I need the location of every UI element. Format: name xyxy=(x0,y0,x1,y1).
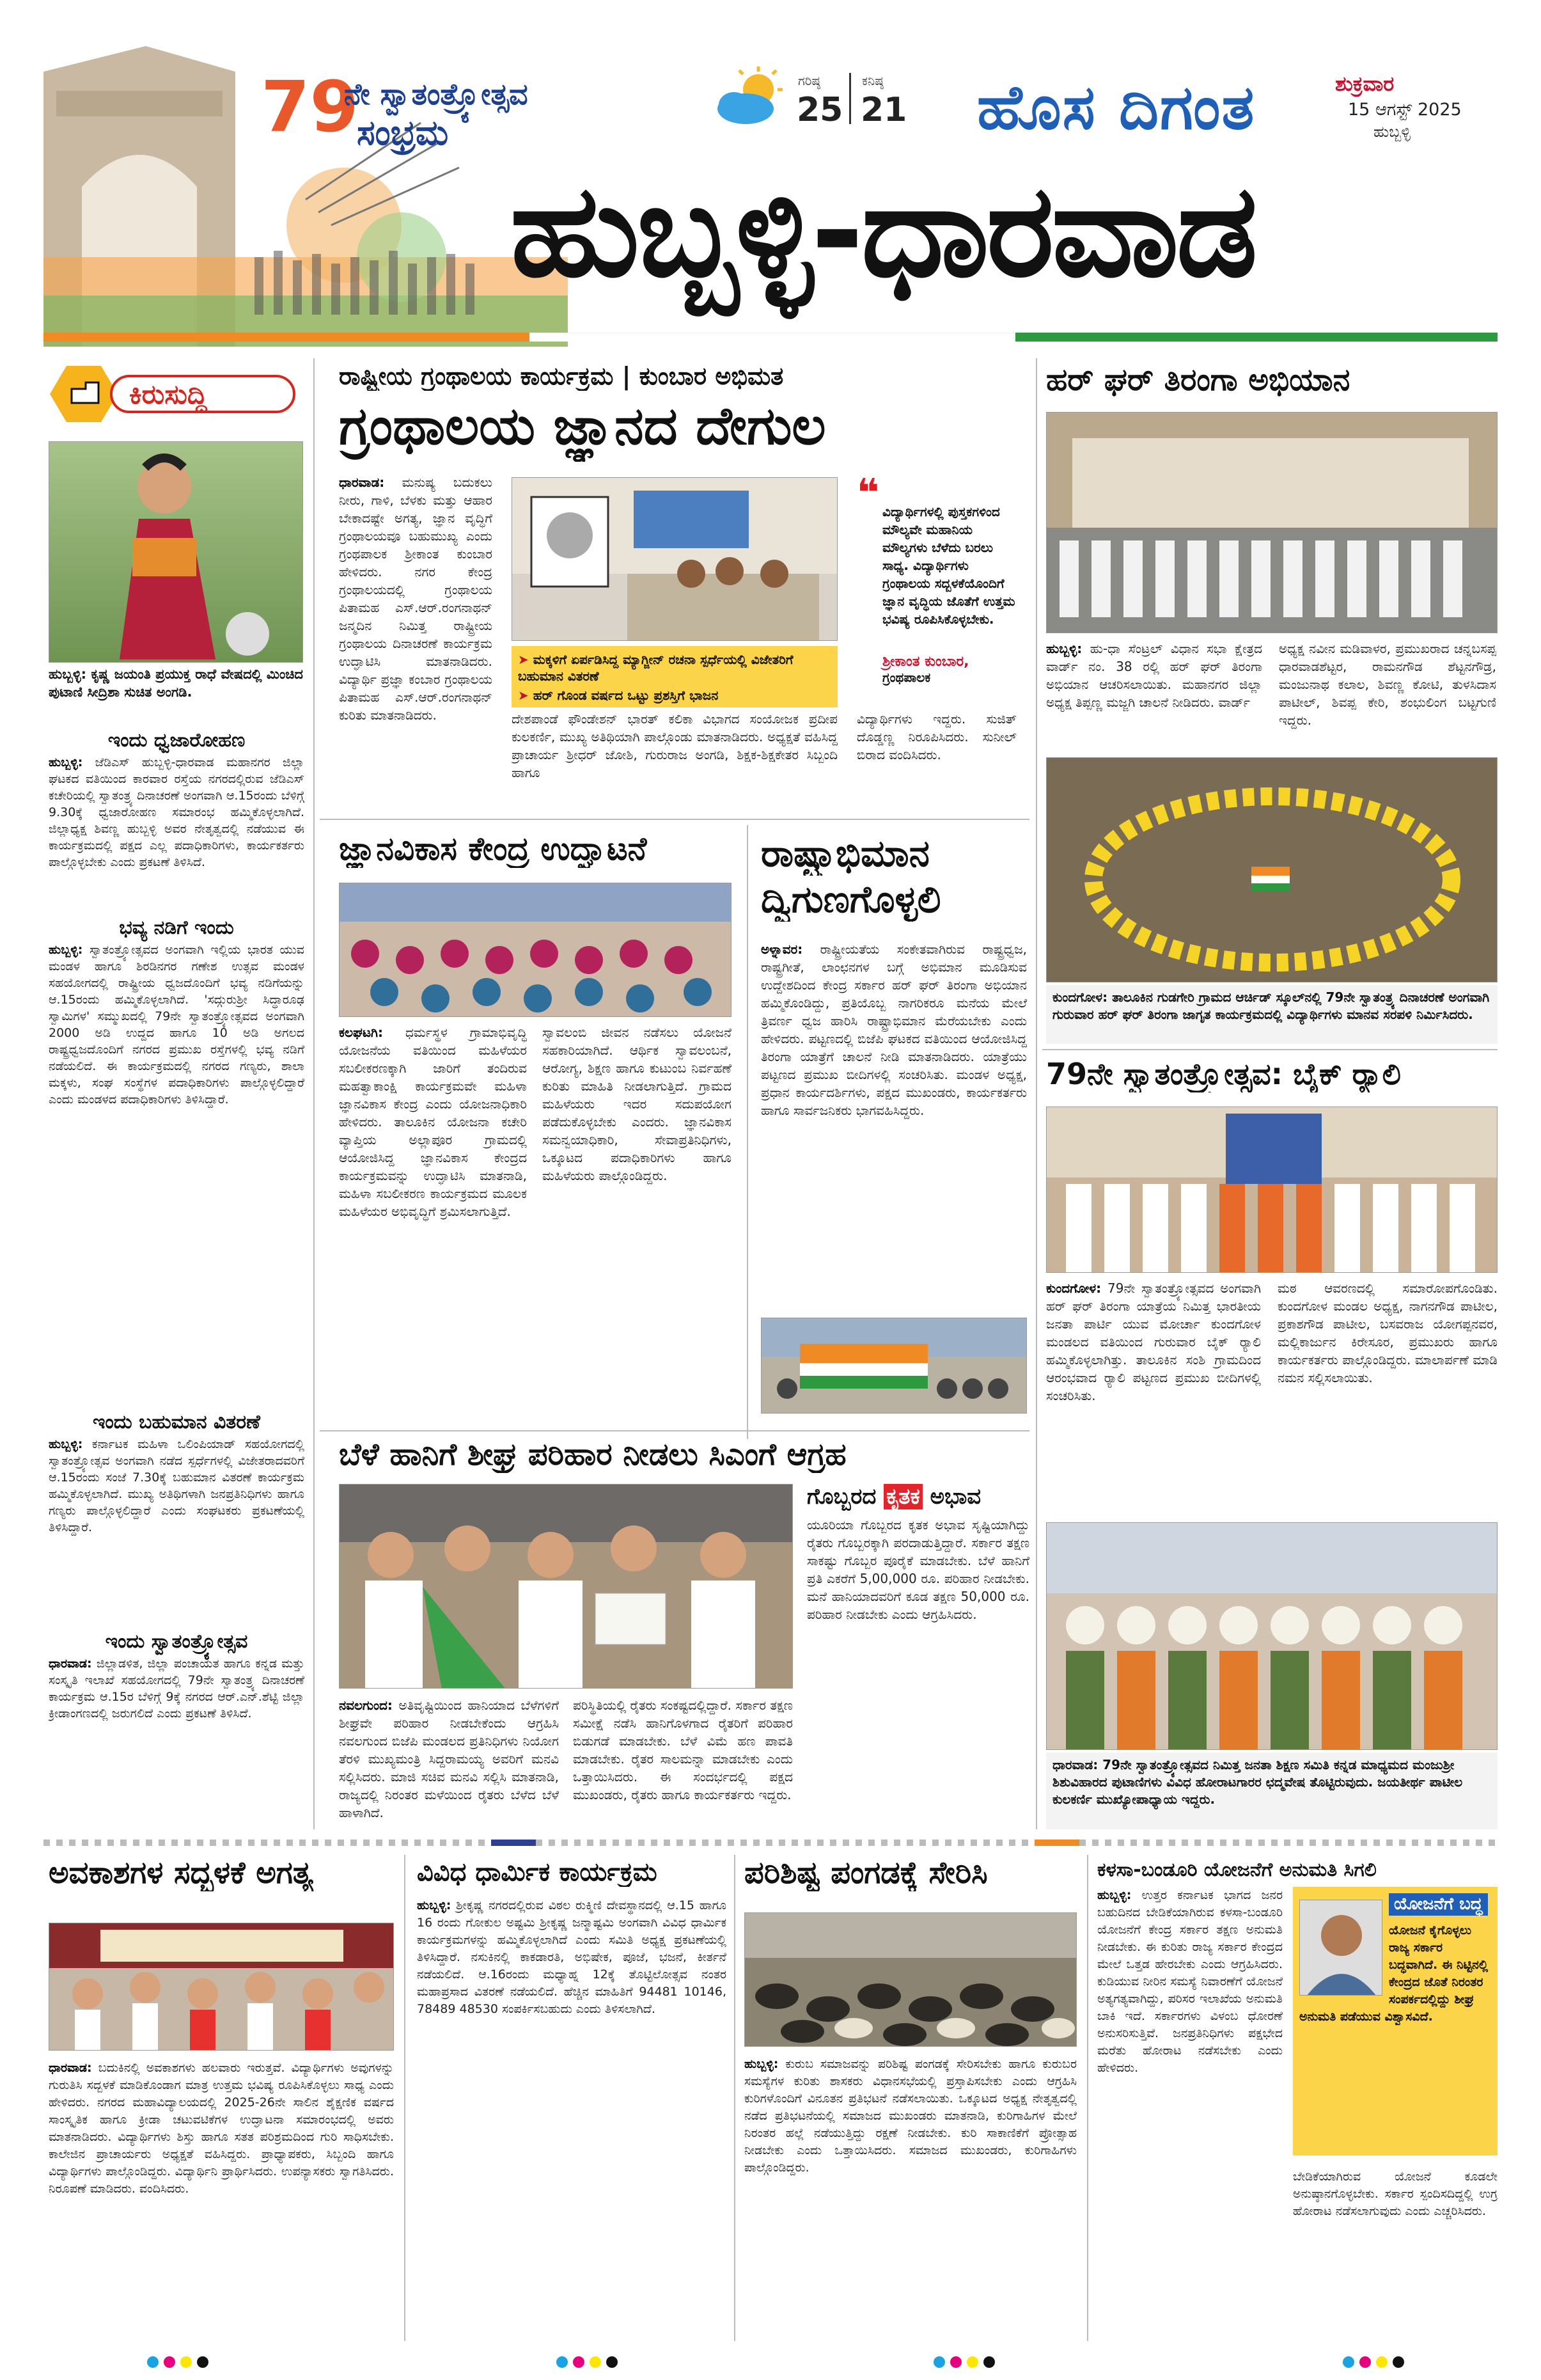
brief-place: ಹುಬ್ಬಳ್ಳಿ: xyxy=(49,943,83,957)
brief-heading: ಭವ್ಯ ನಡಿಗೆ ಇಂದು xyxy=(119,917,234,939)
bike-text-col2: ಮಠ ಆವರಣದಲ್ಲಿ ಸಮಾರೋಪಗೊಂಡಿತು. ಕುಂದಗೋಳ ಮಂಡಲ ಅಧ್ಯಕ್ಷ, ನಾಗನಗೌಡ ಪಾಟೀಲ, ಪ್ರಕಾಶಗೌಡ ಪಾಟೀಲ, ಬಸವರಾಜ ಯೋಗಪ್ಪನವರ, ಮಲ್ಲಿಕಾರ್ಜುನ ಕಿರೇಸೂರ, ಪ್ರಮುಖರು ಹಾಗೂ ಕಾರ್ಯಕರ್ತರು ಪಾಲ್ಗೊಂಡಿದ್ದರು. ಮಾಲಾರ್ಪಣೆ ಮಾಡಿ ನಮನ ಸಲ್ಲಿಸಲಾಯಿತು. xyxy=(1278,1281,1498,1385)
pride-headline-2: ದ್ವಿಗುಣಗೊಳ್ಳಲಿ xyxy=(761,878,941,921)
brief-text-block xyxy=(49,754,304,908)
kalasa-text-body: ಉತ್ತರ ಕರ್ನಾಟಕ ಭಾಗದ ಜನರ ಬಹುದಿನದ ಬೇಡಿಕೆಯಾಗಿರುವ ಕಳಸಾ-ಬಂಡೂರಿ ಯೋಜನೆಗೆ ಕೇಂದ್ರ ಸರ್ಕಾರ ತಕ್ಷಣ ಅನುಮತಿ ನೀಡಬೇಕು. ಈ ಕುರಿತು ರಾಜ್ಯ ಸರ್ಕಾರ ಕೇಂದ್ರದ ಮೇಲೆ ಒತ್ತಡ ಹೇರಬೇಕು ಎಂದು ಆಗ್ರಹಿಸಿದರು. ಕುಡಿಯುವ ನೀರಿನ ಸಮಸ್ಯೆ ನಿವಾರಣೆಗೆ ಯೋಜನೆ ಅತ್ಯಗತ್ಯವಾಗಿದ್ದು, ಪರಿಸರ ಇಲಾಖೆಯ ಅನುಮತಿ ಬಾಕಿ ಇದೆ. ಸರ್ಕಾರಗಳು ವಿಳಂಬ ಧೋರಣೆ ಅನುಸರಿಸುತ್ತಿವೆ. ಜನಪ್ರತಿನಿಧಿಗಳು ಪಕ್ಷಭೇದ ಮರೆತು ಹೋರಾಟ ನಡೆಸಬೇಕು ಎಂದು ಹೇಳಿದರು. xyxy=(1097,1888,1283,2075)
brief-text-block xyxy=(49,1655,304,1809)
gyana-headline: ಜ್ಞಾನವಿಕಾಸ ಕೇಂದ್ರ ಉದ್ಘಾಟನೆ xyxy=(339,830,647,867)
kalasa-box-text: ಯೋಜನೆ ಕೈಗೊಳ್ಳಲು ರಾಜ್ಯ ಸರ್ಕಾರ ಬದ್ಧವಾಗಿದೆ. ಈ ನಿಟ್ಟಿನಲ್ಲಿ ಕೇಂದ್ರದ ಜೊತೆ ನಿರಂತರ ಸಂಪರ್ಕದಲ್ಲಿದ್ದು ಶೀಘ್ರ ಅನುಮತಿ ಪಡೆಯುವ ವಿಶ್ವಾಸವಿದೆ. xyxy=(1299,1923,1489,2024)
kalasa-text xyxy=(1097,1887,1283,2335)
religious-text xyxy=(417,1897,726,2332)
crop-sidebar-heading-2: ಕೃತಕ xyxy=(884,1484,923,1509)
religious-text-body: ಶ್ರೀಕೃಷ್ಣ ನಗರದಲ್ಲಿರುವ ವಿಠಲ ರುಕ್ಮಿಣಿ ದೇವಸ್ಥಾನದಲ್ಲಿ ಆ.15 ಹಾಗೂ 16 ರಂದು ಗೋಕುಲ ಅಷ್ಟಮಿ ಶ್ರೀಕೃಷ್ಣ ಜನ್ಮಾಷ್ಟಮಿ ಅಂಗವಾಗಿ ವಿವಿಧ ಧಾರ್ಮಿಕ ಕಾರ್ಯಕ್ರಮಗಳನ್ನು ಹಮ್ಮಿಕೊಳ್ಳಲಾಗಿದೆ ಎಂದು ಸಮಿತಿ ಅಧ್ಯಕ್ಷ ಪ್ರಕಟಣೆಯಲ್ಲಿ ತಿಳಿಸಿದ್ದಾರೆ. ನಸುಕಿನಲ್ಲಿ ಕಾಕಡಾರತಿ, ಅಭಿಷೇಕ, ಪೂಜೆ, ಭಜನೆ, ಕೀರ್ತನೆ ನಡೆಯಲಿದೆ. ಆ.16ರಂದು ಮಧ್ಯಾಹ್ನ 12ಕ್ಕೆ ತೊಟ್ಟಿಲೋತ್ಸವ ನಂತರ ಮಹಾಪ್ರಸಾದ ವಿತರಣೆ ನಡೆಯಲಿದೆ. ಹೆಚ್ಚಿನ ಮಾಹಿತಿಗೆ 94481 10146, 78489 48530 ಸಂಪರ್ಕಿಸಬಹುದು ಎಂದು ತಿಳಿಸಲಾಗಿದೆ. xyxy=(417,1898,726,2016)
crop-headline: ಬೆಳೆ ಹಾನಿಗೆ ಶೀಘ್ರ ಪರಿಹಾರ ನೀಡಲು ಸಿಎಂಗೆ ಆಗ್ರಹ xyxy=(339,1437,847,1472)
column-rule xyxy=(734,1855,735,2341)
library-headline: ಗ್ರಂಥಾಲಯ ಜ್ಞಾನದ ದೇಗುಲ xyxy=(339,396,826,457)
column-rule xyxy=(313,358,315,1829)
library-place: ಧಾರವಾಡ: xyxy=(339,475,385,490)
section-rule xyxy=(1042,1049,1498,1050)
gyana-text-col2: ಸ್ವಾವಲಂಬಿ ಜೀವನ ನಡೆಸಲು ಯೋಜನೆ ಸಹಕಾರಿಯಾಗಿದೆ. ಆರ್ಥಿಕ ಸ್ವಾವಲಂಬನೆ, ಆರೋಗ್ಯ, ಶಿಕ್ಷಣ ಹಾಗೂ ಕುಟುಂಬ ನಿರ್ವಹಣೆ ಕುರಿತು ಮಾಹಿತಿ ನೀಡಲಾಗುತ್ತಿದೆ. ಗ್ರಾಮದ ಮಹಿಳೆಯರು ಇದರ ಸದುಪಯೋಗ ಪಡೆದುಕೊಳ್ಳಬೇಕು ಎಂದರು. ಜ್ಞಾನವಿಕಾಸ ಸಮನ್ವಯಾಧಿಕಾರಿ, ಸೇವಾಪ್ರತಿನಿಧಿಗಳು, ಒಕ್ಕೂಟದ ಪದಾಧಿಕಾರಿಗಳು ಹಾಗೂ ಮಹಿಳೆಯರು ಪಾಲ್ಗೊಂಡಿದ್ದರು. xyxy=(542,1025,731,1183)
festival-number: 79 xyxy=(261,66,359,148)
library-text-col3: ವಿದ್ಯಾರ್ಥಿಗಳು ಇದ್ದರು. ಸುಜಿತ್ ದೊಡ್ಡಣ್ಣ ನಿರೂಪಿಸಿದರು. ಸುನೀಲ್ ಬಿರಾದ ವಂದಿಸಿದರು. xyxy=(857,711,1017,762)
sheep-place: ಹುಬ್ಬಳ್ಳಿ: xyxy=(744,2057,779,2071)
brief-heading: ಇಂದು ಬಹುಮಾನ ವಿತರಣೆ xyxy=(93,1411,260,1433)
tiranga-photo-2 xyxy=(1046,757,1498,982)
library-bullets xyxy=(512,646,838,707)
library-text-col1 xyxy=(339,473,492,857)
festival-line2: ಸಂಭ್ರಮ xyxy=(357,113,449,153)
sheep-text xyxy=(744,2056,1077,2331)
career-text-body: ಬದುಕಿನಲ್ಲಿ ಅವಕಾಶಗಳು ಹಲವಾರು ಇರುತ್ತವೆ. ವಿದ್ಯಾರ್ಥಿಗಳು ಅವುಗಳನ್ನು ಗುರುತಿಸಿ ಸದ್ಬಳಕೆ ಮಾಡಿಕೊಂಡಾಗ ಮಾತ್ರ ಉತ್ತಮ ಭವಿಷ್ಯ ರೂಪಿಸಿಕೊಳ್ಳಲು ಸಾಧ್ಯ ಎಂದು ಹೇಳಿದರು. ನಗರದ ಮಹಾವಿದ್ಯಾಲಯದಲ್ಲಿ 2025-26ನೇ ಸಾಲಿನ ಶೈಕ್ಷಣಿಕ ವರ್ಷದ ಸಾಂಸ್ಕೃತಿಕ ಹಾಗೂ ಕ್ರೀಡಾ ಚಟುವಟಿಕೆಗಳ ಉದ್ಘಾಟನಾ ಸಮಾರಂಭದಲ್ಲಿ ಅವರು ಮಾತನಾಡಿದರು. ವಿದ್ಯಾರ್ಥಿಗಳು ಶಿಸ್ತು ಹಾಗೂ ಸತತ ಪರಿಶ್ರಮದಿಂದ ಗುರಿ ಸಾಧಿಸಬೇಕು. ಕಾಲೇಜಿನ ಪ್ರಾಚಾರ್ಯರು ಅಧ್ಯಕ್ಷತೆ ವಹಿಸಿದ್ದರು. ಪ್ರಾಧ್ಯಾಪಕರು, ಸಿಬ್ಬಂದಿ ಹಾಗೂ ವಿದ್ಯಾರ್ಥಿಗಳು ಪಾಲ್ಗೊಂಡಿದ್ದರು. ವಿದ್ಯಾರ್ಥಿನಿ ಪ್ರಾರ್ಥಿಸಿದರು. ಉಪನ್ಯಾಸಕರು ಸ್ವಾಗತಿಸಿದರು. ನಿರೂಪಣೆ ಮಾಡಿದರು. ವಂದಿಸಿದರು. xyxy=(49,2061,394,2196)
brief-text-block xyxy=(49,942,304,1402)
library-bullet: ➤ ಹರ್ ಗೊಂಡ ವರ್ಷದ ಒಟ್ಟು ಪ್ರಶಸ್ತಿಗೆ ಭಾಜನ xyxy=(518,688,719,703)
briefs-logo xyxy=(49,363,298,425)
section-rule xyxy=(320,1430,1029,1431)
tiranga-text-col1 xyxy=(1046,640,1262,752)
crop-sidebar-heading xyxy=(807,1484,1029,1509)
crop-text: ಅತಿವೃಷ್ಟಿಯಿಂದ ಹಾನಿಯಾದ ಬೆಳೆಗಳಿಗೆ ಶೀಘ್ರವೇ ಪರಿಹಾರ ನೀಡಬೇಕೆಂದು ಆಗ್ರಹಿಸಿ ನವಲಗುಂದ ಬಿಜೆಪಿ ಮಂಡಲದ ಪ್ರತಿನಿಧಿಗಳು ನಿಯೋಗ ತೆರಳಿ ಮುಖ್ಯಮಂತ್ರಿ ಸಿದ್ದರಾಮಯ್ಯ ಅವರಿಗೆ ಮನವಿ ಸಲ್ಲಿಸಿದರು. ಮಾಜಿ ಸಚಿವ ಮನವಿ ಸಲ್ಲಿಸಿ ಮಾತನಾಡಿ, ರಾಜ್ಯದಲ್ಲಿ ನಿರಂತರ ಮಳೆಯಿಂದ ರೈತರು ಬೆಳೆದ ಬೆಳೆ ಹಾಳಾಗಿದೆ. xyxy=(339,1698,559,1820)
career-photo xyxy=(49,1923,394,2051)
crop-place: ನವಲಗುಂದ: xyxy=(339,1698,393,1713)
briefs-photo-caption: ಹುಬ್ಬಳ್ಳಿ: ಕೃಷ್ಣ ಜಯಂತಿ ಪ್ರಯುಕ್ತ ರಾಧೆ ವೇಷದಲ್ಲಿ ಮಿಂಚಿದ ಪುಟಾಣಿ ಸೀದ್ರಿಶಾ ಸುಚಿತ ಅಂಗಡಿ. xyxy=(49,666,303,700)
section-rule xyxy=(320,819,1029,820)
library-text-col2: ದೇಶಪಾಂಡೆ ಫೌಂಡೇಶನ್ ಭಾರತ್ ಕಲಿಕಾ ವಿಭಾಗದ ಸಂಯೋಜಕ ಪ್ರದೀಪ ಕುಲಕರ್ಣಿ, ಮುಖ್ಯ ಅತಿಥಿಯಾಗಿ ಪಾಲ್ಗೊಂಡು ಮಾತನಾಡಿದರು. ಅಧ್ಯಕ್ಷತೆ ವಹಿಸಿದ್ದ ಪ್ರಾಚಾರ್ಯ ಶ್ರೀಧರ್ ಜೋಶಿ, ಗುರುರಾಜ ಅಂಗಡಿ, ಶಿಕ್ಷಕ-ಶಿಕ್ಷಕೇತರ ಸಿಬ್ಬಂದಿ ಹಾಗೂ xyxy=(512,711,838,780)
temp-min: 21 xyxy=(861,91,907,129)
edition-title: ಹುಬ್ಬಳ್ಳಿ-ಧಾರವಾಡ xyxy=(510,157,1256,306)
tiranga-caption: ಕುಂದಗೋಳ: ತಾಲೂಕಿನ ಗುಡಗೇರಿ ಗ್ರಾಮದ ಆರ್ಚಿಡ್ ಸ್ಕೂಲ್‌ನಲ್ಲಿ 79ನೇ ಸ್ವಾತಂತ್ರ್ಯ ದಿನಾಚರಣೆ ಅಂಗವಾಗಿ ಗುರುವಾರ ಹರ್ ಘರ್ ತಿರಂಗಾ ಜಾಗೃತ ಕಾರ್ಯಕ್ರಮದಲ್ಲಿ ವಿದ್ಯಾರ್ಥಿಗಳು ಮಾನವ ಸರಪಳಿ ನಿರ್ಮಿಸಿದರು. xyxy=(1046,985,1498,1044)
library-quote-text: ವಿದ್ಯಾರ್ಥಿಗಳಲ್ಲಿ ಪುಸ್ತಕಗಳಿಂದ ಮೌಲ್ಯವೇ ಮಹಾನಿಯ ಮೌಲ್ಯಗಳು ಬೆಳೆದು ಬರಲು ಸಾಧ್ಯ. ವಿದ್ಯಾರ್ಥಿಗಳು ಗ್ರಂಥಾಲಯ ಸದ್ಬಳಕೆಯೊಂದಿಗೆ ಜ್ಞಾನ ವೃದ್ಧಿಯ ಜೊತೆಗೆ ಉತ್ತಮ ಭವಿಷ್ಯ ರೂಪಿಸಿಕೊಳ್ಳಬೇಕು. xyxy=(882,504,1015,627)
masthead xyxy=(43,46,1498,345)
bike-photo xyxy=(1046,1107,1498,1273)
pride-photo xyxy=(761,1318,1027,1414)
temp-max: 25 xyxy=(797,91,843,129)
library-kicker: ರಾಷ್ಟ್ರೀಯ ಗ್ರಂಥಾಲಯ ಕಾರ್ಯಕ್ರಮ | ಕುಂಬಾರ ಅಭಿಮತ xyxy=(339,362,784,390)
bike-text: 79ನೇ ಸ್ವಾತಂತ್ರ್ಯೋತ್ಸವದ ಅಂಗವಾಗಿ ಹರ್ ಘರ್ ತಿರಂಗಾ ಯಾತ್ರೆಯ ನಿಮಿತ್ತ ಭಾರತೀಯ ಜನತಾ ಪಾರ್ಟಿ ಯುವ ಮೋರ್ಚಾ ಕುಂದಗೋಳ ಮಂಡಲದ ವತಿಯಿಂದ ಗುರುವಾರ ಬೈಕ್ ರ‍್ಯಾಲಿ ಹಮ್ಮಿಕೊಳ್ಳಲಾಗಿತ್ತು. ತಾಲೂಕಿನ ಸಂಶಿ ಗ್ರಾಮದಿಂದ ಆರಂಭವಾದ ರ‍್ಯಾಲಿ ಪಟ್ಟಣದ ಪ್ರಮುಖ ಬೀದಿಗಳಲ್ಲಿ ಸಂಚರಿಸಿತು. xyxy=(1046,1281,1261,1403)
brief-text: ಜೆಡಿಎಸ್ ಹುಬ್ಬಳ್ಳಿ-ಧಾರವಾಡ ಮಹಾನಗರ ಜಿಲ್ಲಾ ಘಟಕದ ವತಿಯಿಂದ ಕಾರವಾರ ರಸ್ತೆಯ ನಗರದಲ್ಲಿರುವ ಜೆಡಿಎಸ್ ಕಚೇರಿಯಲ್ಲಿ ಸ್ವಾತಂತ್ರ್ಯ ದಿನಾಚರಣೆ ಅಂಗವಾಗಿ ಆ.15ರಂದು ಬೆಳಿಗ್ಗೆ 9.30ಕ್ಕೆ ಧ್ವಜಾರೋಹಣ ಸಮಾರಂಭ ಹಮ್ಮಿಕೊಳ್ಳಲಾಗಿದೆ. ಜಿಲ್ಲಾಧ್ಯಕ್ಷ ಶಿವಣ್ಣ ಹುಬ್ಬಳ್ಳಿ ಅವರ ನೇತೃತ್ವದಲ್ಲಿ ನಡೆಯುವ ಈ ಕಾರ್ಯಕ್ರಮದಲ್ಲಿ ಪಕ್ಷದ ಎಲ್ಲ ಪದಾಧಿಕಾರಿಗಳು, ಕಾರ್ಯಕರ್ತರು ಪಾಲ್ಗೊಳ್ಳಬೇಕು ಎಂದು ಪ್ರಕಟಣೆ ತಿಳಿಸಿದೆ. xyxy=(49,755,304,869)
bike-place: ಕುಂದಗೋಳ: xyxy=(1046,1281,1102,1296)
sheep-headline: ಪರಿಶಿಷ್ಟ ಪಂಗಡಕ್ಕೆ ಸೇರಿಸಿ xyxy=(744,1855,988,1891)
brief-heading: ಇಂದು ಧ್ವಜಾರೋಹಣ xyxy=(107,729,246,752)
tiranga-photo xyxy=(1046,412,1498,633)
gyana-photo xyxy=(339,883,731,1017)
career-text xyxy=(49,2060,394,2328)
brief-text: ಸ್ವಾತಂತ್ರ್ಯೋತ್ಸವದ ಅಂಗವಾಗಿ ಇಲ್ಲಿಯ ಭಾರತ ಯುವ ಮಂಡಳ ಹಾಗೂ ಶಿರಡಿನಗರ ಗಣೇಶ ಉತ್ಸವ ಮಂಡಳ ಸಹಯೋಗದಲ್ಲಿ ರಾಷ್ಟ್ರೀಯ ಧ್ವಜದೊಂದಿಗೆ ಭವ್ಯ ನಡಿಗೆಯನ್ನು ಆ.15ರಂದು ಹಮ್ಮಿಕೊಳ್ಳಲಾಗಿದೆ. 'ಸದ್ಗುರುಶ್ರೀ ಸಿದ್ಧಾರೂಢ ಸ್ವಾಮಿಗಳ' ಸಮ್ಮುಖದಲ್ಲಿ 79ನೇ ಸ್ವಾತಂತ್ರ್ಯೋತ್ಸವದ ಅಂಗವಾಗಿ 2000 ಅಡಿ ಉದ್ದದ ಹಾಗೂ 10 ಅಡಿ ಅಗಲದ ರಾಷ್ಟ್ರಧ್ವಜದೊಂದಿಗೆ ನಗರದ ಪ್ರಮುಖ ರಸ್ತೆಗಳಲ್ಲಿ ಭವ್ಯ ನಡಿಗೆ ನಡೆಯಲಿದೆ. ಈ ಕಾರ್ಯಕ್ರಮದಲ್ಲಿ ನಗರದ ಗಣ್ಯರು, ಶಾಲಾ ಮಕ್ಕಳು, ಸಂಘ ಸಂಸ್ಥೆಗಳ ಪದಾಧಿಕಾರಿಗಳು ಪಾಲ್ಗೊಳ್ಳಲಿದ್ದಾರೆ ಎಂದು ಮಂಡಳದ ಪದಾಧಿಕಾರಿಗಳು ತಿಳಿಸಿದ್ದಾರೆ. xyxy=(49,943,304,1107)
tiranga-headline: ಹರ್ ಘರ್ ತಿರಂಗಾ ಅಭಿಯಾನ xyxy=(1046,362,1350,398)
brief-item xyxy=(49,1630,304,1809)
religious-headline: ವಿವಿಧ ಧಾರ್ಮಿಕ ಕಾರ್ಯಕ್ರಮ xyxy=(417,1857,657,1887)
temp-min-label: ಕನಿಷ್ಠ xyxy=(862,73,884,88)
brief-item xyxy=(49,729,304,908)
library-bullet-text: ಹರ್ ಗೊಂಡ ವರ್ಷದ ಒಟ್ಟು ಪ್ರಶಸ್ತಿಗೆ ಭಾಜನ xyxy=(533,688,719,703)
registration-marks xyxy=(0,2354,1541,2373)
crop-sidebar xyxy=(807,1484,1029,1817)
column-rule xyxy=(1087,1855,1088,2341)
library-photo xyxy=(512,477,838,641)
hand-pointing-icon xyxy=(49,363,119,425)
kalasa-box-heading: ಯೋಜನೆಗೆ ಬದ್ಧ xyxy=(1389,1893,1488,1916)
briefs-logo-text: ಕಿರುಸುದ್ದಿ xyxy=(129,379,207,410)
edition-date: 15 ಆಗಸ್ಟ್ 2025 xyxy=(1348,100,1462,120)
brief-place: ಹುಬ್ಬಳ್ಳಿ: xyxy=(49,1437,83,1451)
crop-text-col1 xyxy=(339,1696,559,1824)
sheep-text-body: ಕುರುಬ ಸಮಾಜವನ್ನು ಪರಿಶಿಷ್ಟ ಪಂಗಡಕ್ಕೆ ಸೇರಿಸಬೇಕು ಹಾಗೂ ಕುರುಬರ ಸಮಸ್ಯೆಗಳ ಕುರಿತು ಶಾಸಕರು ವಿಧಾನಸಭೆಯಲ್ಲಿ ಪ್ರಸ್ತಾಪಿಸಬೇಕು ಎಂದು ಆಗ್ರಹಿಸಿ ಕುರಿಗಳೊಂದಿಗೆ ವಿನೂತನ ಪ್ರತಿಭಟನೆ ನಡೆಸಲಾಯಿತು. ಒಕ್ಕೂಟದ ಅಧ್ಯಕ್ಷ ನೇತೃತ್ವದಲ್ಲಿ ನಡೆದ ಪ್ರತಿಭಟನೆಯಲ್ಲಿ ಸಮಾಜದ ಮುಖಂಡರು ಮಾತನಾಡಿ, ಕುರಿಗಾಹಿಗಳ ಮೇಲೆ ನಿರಂತರ ಹಲ್ಲೆ ನಡೆಯುತ್ತಿದ್ದು ರಕ್ಷಣೆ ನೀಡಬೇಕು. ಕುರಿ ಸಾಕಾಣಿಕೆಗೆ ಪ್ರೋತ್ಸಾಹ ನೀಡಬೇಕು ಎಂದು ಒತ್ತಾಯಿಸಿದರು. ಸಮಾಜದ ಮುಖಂಡರು, ಕುರಿಗಾಹಿಗಳು ಪಾಲ್ಗೊಂಡಿದ್ದರು. xyxy=(744,2057,1077,2175)
crop-sidebar-text: ಯೂರಿಯಾ ಗೊಬ್ಬರದ ಕೃತಕ ಅಭಾವ ಸೃಷ್ಟಿಯಾಗಿದ್ದು ರೈತರು ಗೊಬ್ಬರಕ್ಕಾಗಿ ಪರದಾಡುತ್ತಿದ್ದಾರೆ. ಸರ್ಕಾರ ತಕ್ಷಣ ಸಾಕಷ್ಟು ಗೊಬ್ಬರ ಪೂರೈಕೆ ಮಾಡಬೇಕು. ಬೆಳೆ ಹಾನಿಗೆ ಪ್ರತಿ ಎಕರೆಗೆ 5,00,000 ರೂ. ಪರಿಹಾರ ನೀಡಬೇಕು. ಮನೆ ಹಾನಿಯಾದವರಿಗೆ ಕೂಡ ತಕ್ಷಣ 50,000 ರೂ. ಪರಿಹಾರ ನೀಡಬೇಕು ಎಂದು ಆಗ್ರಹಿಸಿದರು. xyxy=(807,1517,1029,1622)
crop-sidebar-heading-1: ಗೊಬ್ಬರದ xyxy=(807,1484,884,1509)
column-rule xyxy=(404,1855,405,2341)
paper-logo: ಹೊಸ ದಿಗಂತ xyxy=(977,72,1256,143)
gyana-place: ಕಲಘಟಗಿ: xyxy=(339,1025,383,1040)
festival-line1: ನೇ ಸ್ವಾತಂತ್ರ್ಯೋತ್ಸವ xyxy=(344,77,528,111)
dharwad-kids-caption: ಧಾರವಾಡ: 79ನೇ ಸ್ವಾತಂತ್ರ್ಯೋತ್ಸವದ ನಿಮಿತ್ತ ಜನತಾ ಶಿಕ್ಷಣ ಸಮಿತಿ ಕನ್ನಡ ಮಾಧ್ಯಮದ ಮಂಜುಶ್ರೀ ಶಿಶುವಿಹಾರದ ಪುಟಾಣಿಗಳು ವಿವಿಧ ಹೋರಾಟಗಾರರ ಛದ್ಮವೇಷ ತೊಟ್ಟಿರುವುದು. ಜಯತೀರ್ಥ ಪಾಟೀಲ ಕುಲಕರ್ಣಿ ಮುಖ್ಯೋಪಾಧ್ಯಾಯ ಇದ್ದರು. xyxy=(1046,1753,1498,1829)
brief-text: ಕರ್ನಾಟಕ ಮಹಿಳಾ ಒಲಿಂಪಿಯಾಡ್ ಸಹಯೋಗದಲ್ಲಿ ಸ್ವಾತಂತ್ರ್ಯೋತ್ಸವ ಅಂಗವಾಗಿ ನಡೆದ ಸ್ಪರ್ಧೆಗಳಲ್ಲಿ ವಿಜೇತರಾದವರಿಗೆ ಆ.15ರಂದು ಸಂಜೆ 7.30ಕ್ಕೆ ಬಹುಮಾನ ವಿತರಣೆ ಕಾರ್ಯಕ್ರಮ ಹಮ್ಮಿಕೊಳ್ಳಲಾಗಿದೆ. ಮುಖ್ಯ ಅತಿಥಿಗಳಾಗಿ ಜನಪ್ರತಿನಿಧಿಗಳು ಹಾಗೂ ಗಣ್ಯರು ಪಾಲ್ಗೊಳ್ಳಲಿದ್ದಾರೆ ಎಂದು ಸಂಘಟಕರು ಪ್ರಕಟಣೆಯಲ್ಲಿ ತಿಳಿಸಿದ್ದಾರೆ. xyxy=(49,1437,304,1534)
kalasa-headline: ಕಳಸಾ-ಬಂಡೂರಿ ಯೋಜನೆಗೆ ಅನುಮತಿ ಸಿಗಲಿ xyxy=(1097,1859,1377,1881)
brief-place: ಹುಬ್ಬಳ್ಳಿ: xyxy=(49,755,83,769)
library-quote-author: ಶ್ರೀಕಾಂತ ಕುಂಬಾರ, xyxy=(882,654,969,670)
edition-day: ಶುಕ್ರವಾರ xyxy=(1335,72,1395,96)
temp-max-label: ಗರಿಷ್ಠ xyxy=(798,73,820,88)
tricolour-strip xyxy=(43,333,1498,342)
bottom-divider xyxy=(43,1840,1498,1846)
tiranga-text: ಹು-ಧಾ ಸೆಂಟ್ರಲ್ ವಿಧಾನ ಸಭಾ ಕ್ಷೇತ್ರದ ವಾರ್ಡ್ ನಂ. 38 ರಲ್ಲಿ ಹರ್ ಘರ್ ತಿರಂಗಾ ಅಭಿಯಾನ ಆಚರಿಸಲಾಯಿತು. ಮಹಾನಗರ ಜಿಲ್ಲಾ ಅಧ್ಯಕ್ಷ ತಿಪ್ಪಣ್ಣ ಮಜ್ಜಗಿ ಚಾಲನೆ ನೀಡಿದರು. ವಾರ್ಡ್ xyxy=(1046,641,1262,710)
library-text: ಮನುಷ್ಯ ಬದುಕಲು ನೀರು, ಗಾಳಿ, ಬೆಳಕು ಮತ್ತು ಆಹಾರ ಬೇಕಾದಷ್ಟೇ ಅಗತ್ಯ, ಜ್ಞಾನ ವೃದ್ಧಿಗೆ ಗ್ರಂಥಾಲಯವೂ ಬಹುಮುಖ್ಯ ಎಂದು ಗ್ರಂಥಪಾಲಕ ಶ್ರೀಕಾಂತ ಕುಂಬಾರ ಹೇಳಿದರು. ನಗರ ಕೇಂದ್ರ ಗ್ರಂಥಾಲಯದಲ್ಲಿ ಗ್ರಂಥಾಲಯ ಪಿತಾಮಹ ಎಸ್.ಆರ್.ರಂಗನಾಥನ್ ಜನ್ಮದಿನ ನಿಮಿತ್ತ ರಾಷ್ಟ್ರೀಯ ಗ್ರಂಥಾಲಯ ದಿನಾಚರಣೆ ಕಾರ್ಯಕ್ರಮ ಉದ್ಘಾಟಿಸಿ ಮಾತನಾಡಿದರು. ವಿದ್ಯಾರ್ಥಿ ಪ್ರಜ್ಞಾ ಕಂಬಾರ ಗ್ರಂಥಾಲಯ ಪಿತಾಮಹ ಎಸ್.ಆರ್.ರಂಗನಾಥನ್ ಕುರಿತು ಮಾತನಾಡಿದರು. xyxy=(339,475,492,723)
quote-mark-icon: ❝ xyxy=(857,471,880,516)
career-headline: ಅವಕಾಶಗಳ ಸದ್ಬಳಕೆ ಅಗತ್ಯ xyxy=(49,1855,313,1891)
religious-place: ಹುಬ್ಬಳ್ಳಿ: xyxy=(417,1898,451,1912)
brief-text: ಜಿಲ್ಲಾಡಳಿತ, ಜಿಲ್ಲಾ ಪಂಚಾಯತ ಹಾಗೂ ಕನ್ನಡ ಮತ್ತು ಸಂಸ್ಕೃತಿ ಇಲಾಖೆ ಸಹಯೋಗದಲ್ಲಿ 79ನೇ ಸ್ವಾತಂತ್ರ್ಯ ದಿನಾಚರಣೆ ಕಾರ್ಯಕ್ರಮ ಆ.15ರ ಬೆಳಿಗ್ಗೆ 9ಕ್ಕೆ ನಗರದ ಆರ್.ಎನ್.ಶೆಟ್ಟಿ ಜಿಲ್ಲಾ ಕ್ರೀಡಾಂಗಣದಲ್ಲಿ ಜರುಗಲಿದೆ ಎಂದು ಪ್ರಕಟಣೆ ತಿಳಿಸಿದೆ. xyxy=(49,1657,304,1721)
library-quote-role: ಗ್ರಂಥಪಾಲಕ xyxy=(882,670,931,685)
column-rule xyxy=(1036,358,1037,1829)
weather-icon xyxy=(715,65,785,129)
library-quote xyxy=(857,471,1017,701)
gyana-text: ಧರ್ಮಸ್ಥಳ ಗ್ರಾಮಾಭಿವೃದ್ಧಿ ಯೋಜನೆಯ ವತಿಯಿಂದ ಮಹಿಳೆಯರ ಸಬಲೀಕರಣಕ್ಕಾಗಿ ಜಾರಿಗೆ ತಂದಿರುವ ಮಹತ್ವಾಕಾಂಕ್ಷಿ ಕಾರ್ಯಕ್ರಮವೇ ಮಹಿಳಾ ಜ್ಞಾನವಿಕಾಸ ಕೇಂದ್ರ ಎಂದು ಯೋಜನಾಧಿಕಾರಿ ಹೇಳಿದರು. ತಾಲೂಕಿನ ಯೋಜನಾ ಕಚೇರಿ ವ್ಯಾಪ್ತಿಯ ಅಲ್ಲಾಪೂರ ಗ್ರಾಮದಲ್ಲಿ ಆಯೋಜಿಸಿದ್ದ ಜ್ಞಾನವಿಕಾಸ ಕೇಂದ್ರದ ಕಾರ್ಯಕ್ರಮವನ್ನು ಉದ್ಘಾಟಿಸಿ ಮಾತನಾಡಿ, ಮಹಿಳಾ ಸಬಲೀಕರಣ ಕಾರ್ಯಕ್ರಮದ ಮೂಲಕ ಮಹಿಳೆಯರ ಅಭಿವೃದ್ಧಿಗೆ ಶ್ರಮಿಸಲಾಗುತ್ತಿದೆ. xyxy=(339,1025,527,1219)
briefs-list xyxy=(49,729,304,1817)
brief-place: ಧಾರವಾಡ: xyxy=(49,1657,92,1671)
pride-text xyxy=(761,940,1027,1311)
crop-text-col2: ಪರಿಸ್ಥಿತಿಯಲ್ಲಿ ರೈತರು ಸಂಕಷ್ಟದಲ್ಲಿದ್ದಾರೆ. ಸರ್ಕಾರ ತಕ್ಷಣ ಸಮೀಕ್ಷೆ ನಡೆಸಿ ಹಾನಿಗೊಳಗಾದ ರೈತರಿಗೆ ಪರಿಹಾರ ಬಿಡುಗಡೆ ಮಾಡಬೇಕು. ಬೆಳೆ ವಿಮೆ ಹಣ ಪಾವತಿ ಮಾಡಬೇಕು. ರೈತರ ಸಾಲಮನ್ನಾ ಮಾಡಬೇಕು ಎಂದು ಒತ್ತಾಯಿಸಿದರು. ಈ ಸಂದರ್ಭದಲ್ಲಿ ಪಕ್ಷದ ಮುಖಂಡರು, ರೈತರು ಹಾಗೂ ಕಾರ್ಯಕರ್ತರು ಇದ್ದರು. xyxy=(573,1698,793,1802)
brief-text-block xyxy=(49,1436,304,1621)
brief-item xyxy=(49,917,304,1402)
edition-city: ಹುಬ್ಬಳ್ಳಿ xyxy=(1373,123,1411,141)
crop-photo xyxy=(339,1484,793,1689)
column-rule xyxy=(747,825,748,1439)
kalasa-portrait xyxy=(1299,1900,1382,1996)
tiranga-text-col2: ಅಧ್ಯಕ್ಷ ನವೀನ ಮಡಿವಾಳರ, ಪ್ರಮುಖರಾದ ಚನ್ನಬಸಪ್ಪ ಧಾರವಾಡಶೆಟ್ಟರ, ರಾಮನಗೌಡ ಶೆಟ್ಟನಗೌಡ್ರ, ಮಂಜುನಾಥ ಕಲಾಲ, ಶಿವಣ್ಣ ಕೋಟಿ, ತುಳಸಿದಾಸ ಪಾಟೀಲ್, ಶಿವಪ್ಪ ಕೇರಿ, ಶಂಭುಲಿಂಗ ಬಟ್ಟಗುಣಿ ಇದ್ದರು. xyxy=(1279,641,1496,728)
brief-heading: ಇಂದು ಸ್ವಾತಂತ್ರ್ಯೋತ್ಸವ xyxy=(105,1630,248,1653)
kalasa-place: ಹುಬ್ಬಳ್ಳಿ: xyxy=(1097,1888,1132,1902)
kalasa-text-2: ಬೇಡಿಕೆಯಾಗಿರುವ ಯೋಜನೆ ಕೂಡಲೇ ಅನುಷ್ಠಾನಗೊಳ್ಳಬೇಕು. ಸರ್ಕಾರ ಸ್ಪಂದಿಸದಿದ್ದಲ್ಲಿ ಉಗ್ರ ಹೋರಾಟ ನಡೆಸಲಾಗುವುದು ಎಂದು ಎಚ್ಚರಿಸಿದರು. xyxy=(1293,2170,1498,2218)
briefs-photo xyxy=(49,441,303,663)
sheep-photo xyxy=(744,1912,1077,2047)
library-bullet: ➤ ಮಕ್ಕಳಿಗೆ ಏರ್ಪಡಿಸಿದ್ದ ಮ್ಯಾಗ್ಜೀನ್ ರಚನಾ ಸ್ಪರ್ಧೆಯಲ್ಲಿ ವಿಜೇತರಿಗೆ ಬಹುಮಾನ ವಿತರಣೆ xyxy=(518,652,794,684)
brief-item xyxy=(49,1411,304,1621)
dharwad-kids-photo xyxy=(1046,1522,1498,1750)
bike-headline: 79ನೇ ಸ್ವಾತಂತ್ರ್ಯೋತ್ಸವ: ಬೈಕ್ ರ‍್ಯಾಲಿ xyxy=(1046,1057,1401,1091)
gyana-text-col1 xyxy=(339,1023,527,1433)
kalasa-box xyxy=(1293,1887,1498,2155)
weather-divider xyxy=(849,73,851,124)
crop-sidebar-heading-3: ಅಭಾವ xyxy=(922,1484,982,1509)
pride-text-body: ರಾಷ್ಟ್ರೀಯತೆಯ ಸಂಕೇತವಾಗಿರುವ ರಾಷ್ಟ್ರಧ್ವಜ, ರಾಷ್ಟ್ರಗೀತೆ, ಲಾಂಛನಗಳ ಬಗ್ಗೆ ಅಭಿಮಾನ ಮೂಡಿಸುವ ಉದ್ದೇಶದಿಂದ ಕೇಂದ್ರ ಸರ್ಕಾರ ಹರ್ ಘರ್ ತಿರಂಗಾ ಅಭಿಯಾನ ಹಮ್ಮಿಕೊಂಡಿದ್ದು, ಪ್ರತಿಯೊಬ್ಬ ನಾಗರಿಕರೂ ಮನೆಯ ಮೇಲೆ ತ್ರಿವರ್ಣ ಧ್ವಜ ಹಾರಿಸಿ ರಾಷ್ಟ್ರಾಭಿಮಾನ ಮೆರೆಯಬೇಕು ಎಂದು ಹೇಳಿದರು. ಪಟ್ಟಣದಲ್ಲಿ ಬಿಜೆಪಿ ಘಟಕದ ವತಿಯಿಂದ ಆಯೋಜಿಸಿದ್ದ ತಿರಂಗಾ ಯಾತ್ರೆಗೆ ಚಾಲನೆ ನೀಡಿ ಮಾತನಾಡಿದರು. ಯಾತ್ರೆಯು ಪಟ್ಟಣದ ಪ್ರಮುಖ ಬೀದಿಗಳಲ್ಲಿ ಸಂಚರಿಸಿತು. ಮಂಡಳ ಅಧ್ಯಕ್ಷ, ಪ್ರಧಾನ ಕಾರ್ಯದರ್ಶಿಗಳು, ಪಕ್ಷದ ಮುಖಂಡರು, ಕಾರ್ಯಕರ್ತರು ಹಾಗೂ ಸಾರ್ವಜನಿಕರು ಭಾಗವಹಿಸಿದ್ದರು. xyxy=(761,942,1027,1118)
pride-place: ಅಳ್ನಾವರ: xyxy=(761,942,803,957)
pride-headline-1: ರಾಷ್ಟ್ರಾಭಿಮಾನ xyxy=(761,831,930,875)
bike-text-col1 xyxy=(1046,1279,1261,1516)
library-bullet-text: ಮಕ್ಕಳಿಗೆ ಏರ್ಪಡಿಸಿದ್ದ ಮ್ಯಾಗ್ಜೀನ್ ರಚನಾ ಸ್ಪರ್ಧೆಯಲ್ಲಿ ವಿಜೇತರಿಗೆ ಬಹುಮಾನ ವಿತರಣೆ xyxy=(518,652,794,684)
career-place: ಧಾರವಾಡ: xyxy=(49,2061,92,2075)
tiranga-place: ಹುಬ್ಬಳ್ಳಿ: xyxy=(1046,641,1083,656)
